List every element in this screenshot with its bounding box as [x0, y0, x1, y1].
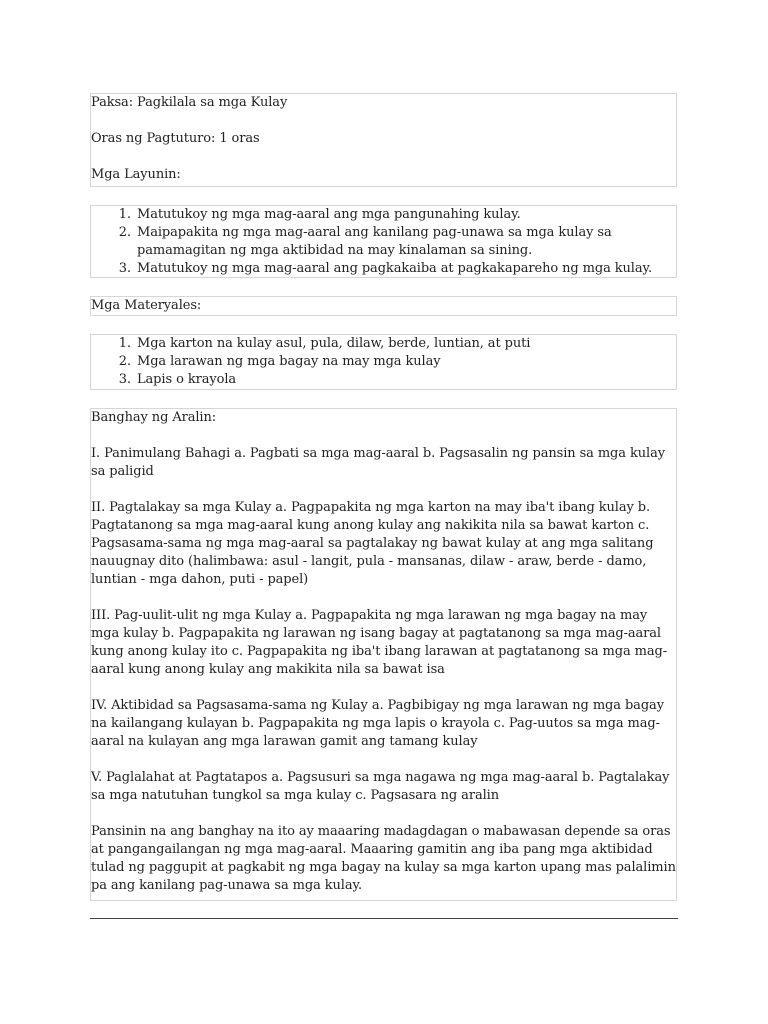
plan-section-1: I. Panimulang Bahagi a. Pagbati sa mga mag-aaral b. Pagsasalin ng pansin sa mga kulay sa paligid — [91, 446, 665, 479]
materials-box — [90, 334, 677, 390]
plan-label: Banghay ng Aralin: — [91, 410, 217, 425]
plan-note: Pansinin na ang banghay na ito ay maaaring madagdagan o mabawasan depende sa oras at pangangailangan ng mga mag-aaral. Maaaring gamitin ang iba pang mga aktibidad tulad ng paggupit at pagkabit ng mga bagay na kulay sa mga karton upang mas palalimin pa ang kanilang pag-unawa sa mga kulay. — [91, 824, 676, 893]
objectives-box — [90, 205, 677, 278]
plan-section-4: IV. Aktibidad sa Pagsasama-sama ng Kulay a. Pagbibigay ng mga larawan ng mga bagay na kailangang kulayan b. Pagpapakita ng mga lapis o krayola c. Pag-uutos sa mga mag-aaral na kulayan ang mga larawan gamit ang tamang kulay — [91, 698, 664, 749]
material-item: 3. Lapis o krayola — [135, 371, 676, 389]
objective-item: 2. Maipapakita ng mga mag-aaral ang kanilang pag-unawa sa mga kulay sa pamamagitan ng mga aktibidad na may kinalaman sa sining. — [135, 224, 676, 260]
lesson-plan-box — [90, 408, 677, 901]
topic-line: Paksa: Pagkilala sa mga Kulay — [91, 95, 288, 110]
objective-item: 1. Matutukoy ng mga mag-aaral ang mga pangunahing kulay. — [135, 206, 676, 224]
objective-item: 3. Matutukoy ng mga mag-aaral ang pagkakaiba at pagkakapareho ng mga kulay. — [135, 260, 676, 278]
plan-section-2: II. Pagtalakay sa mga Kulay a. Pagpapakita ng mga karton na may iba't ibang kulay b. Pagtatanong sa mga mag-aaral kung anong kulay ang nakikita nila sa bawat karton c. Pagsasama-sama ng mga mag-aaral sa pagtalakay ng bawat kulay at ang mga salitang nauugnay dito (halimbawa: asul - langit, pula - mansanas, dilaw - araw, berde - damo, luntian - mga dahon, puti - papel) — [91, 500, 654, 587]
objectives-label: Mga Layunin: — [91, 167, 181, 182]
divider-line — [90, 918, 678, 919]
duration-line: Oras ng Pagtuturo: 1 oras — [91, 131, 260, 146]
header-box — [90, 93, 677, 187]
materials-label: Mga Materyales: — [91, 298, 202, 313]
material-item: 2. Mga larawan ng mga bagay na may mga kulay — [135, 353, 676, 371]
plan-section-5: V. Paglalahat at Pagtatapos a. Pagsusuri sa mga nagawa ng mga mag-aaral b. Pagtalakay sa mga natutuhan tungkol sa mga kulay c. Pagsasara ng aralin — [91, 770, 670, 803]
objectives-list — [91, 206, 676, 278]
materials-list — [91, 335, 676, 389]
plan-section-3: III. Pag-uulit-ulit ng mga Kulay a. Pagpapakita ng mga larawan ng mga bagay na may mga kulay b. Pagpapakita ng larawan ng isang bagay at pagtatanong sa mga mag-aaral kung anong kulay ito c. Pagpapakita ng iba't ibang larawan at pagtatanong sa mga mag-aaral kung anong kulay ang makikita nila sa bawat isa — [91, 608, 668, 677]
material-item: 1. Mga karton na kulay asul, pula, dilaw, berde, luntian, at puti — [135, 335, 676, 353]
materials-label-box — [90, 296, 677, 316]
